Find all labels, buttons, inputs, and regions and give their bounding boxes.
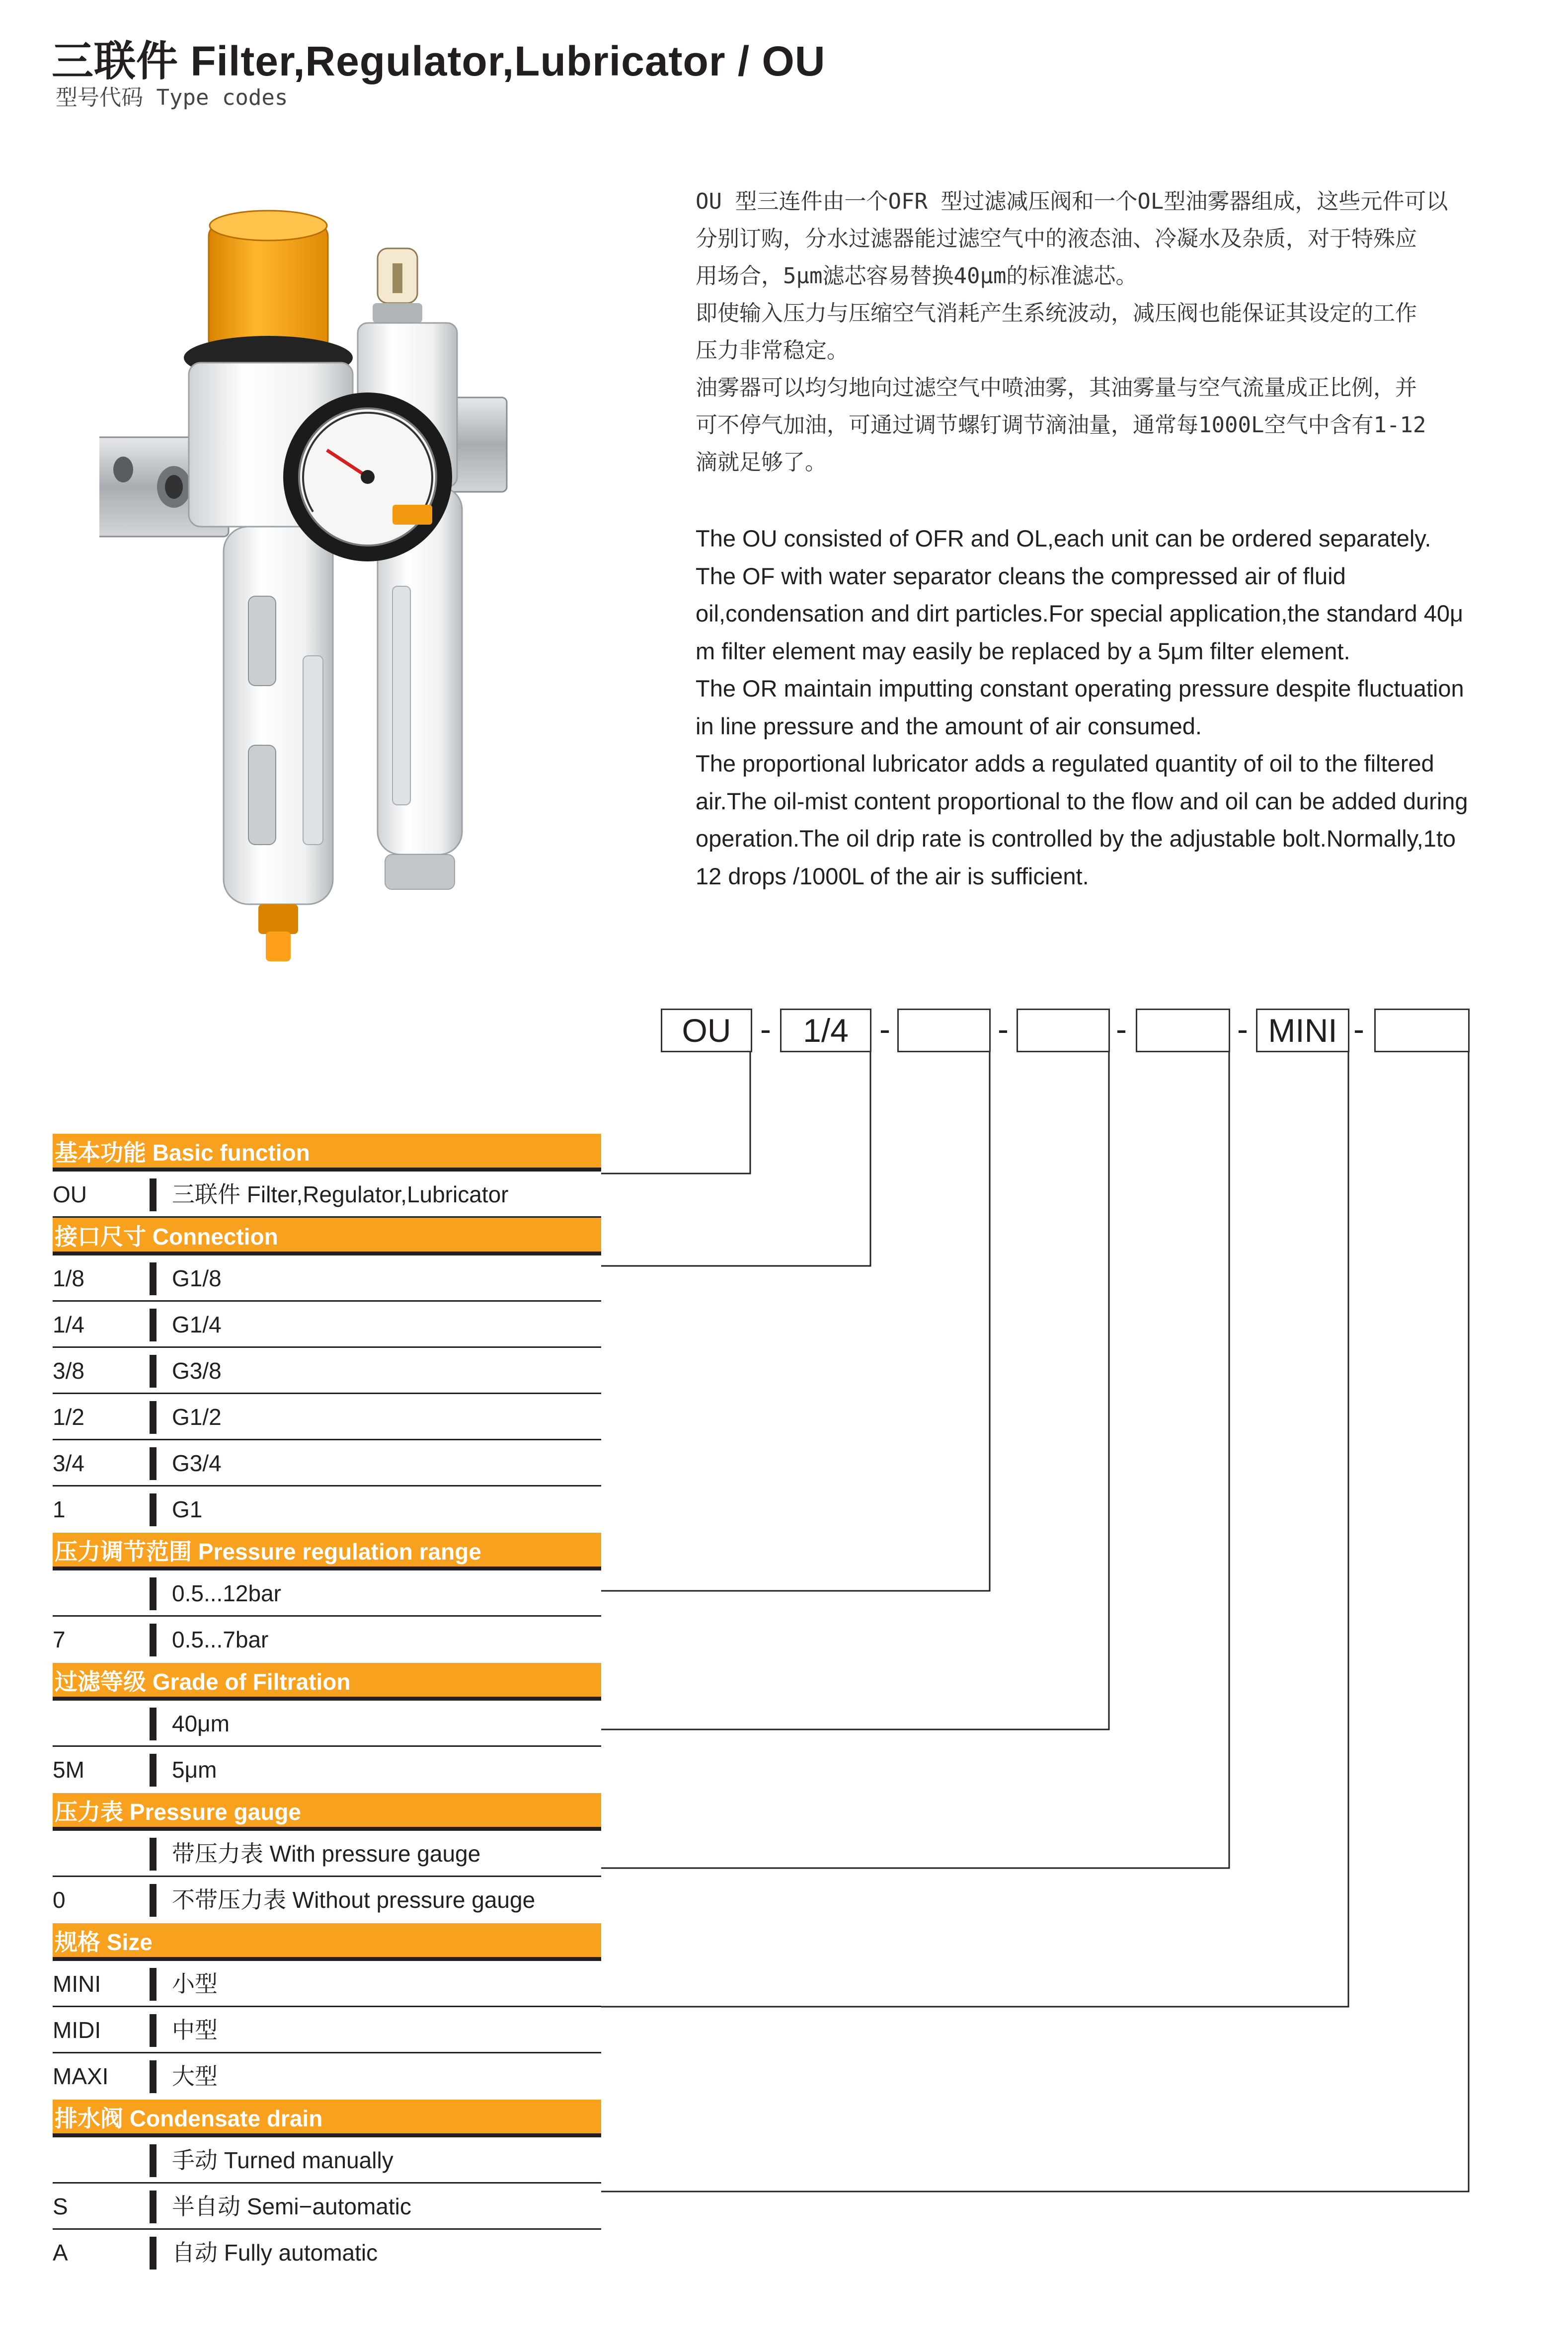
option-label: 带压力表 With pressure gauge (172, 1841, 481, 1867)
table-row (53, 1348, 601, 1394)
table-row (53, 2230, 601, 2276)
option-code: 3/8 (53, 1358, 84, 1384)
option-code: MINI (53, 1971, 101, 1997)
code-separator: - (1237, 1011, 1248, 1047)
table-row (53, 2053, 601, 2100)
table-row (53, 1877, 601, 1923)
code-box-connection: 1/4 (780, 1009, 871, 1052)
page-subtitle: 型号代码 Type codes (56, 85, 288, 110)
option-code: A (53, 2240, 68, 2266)
table-row (53, 1255, 601, 1302)
option-code: 0 (53, 1887, 66, 1913)
option-code: 1/4 (53, 1312, 84, 1337)
connector-basic (601, 1051, 750, 1174)
description-en-line: The proportional lubricator adds a regulated quantity of oil to the filtered (696, 750, 1434, 777)
connector-connection (601, 1051, 870, 1266)
description-cn-line: 可不停气加油，可通过调节螺钉调节滴油量，通常每1000L空气中含有1-12 (696, 412, 1426, 438)
section-header-size: 规格 Size (53, 1923, 601, 1961)
row-divider-bar (150, 2191, 157, 2223)
table-row (53, 1747, 601, 1793)
row-divider-bar (150, 1178, 157, 1211)
section-header-condensate-drain: 排水阀 Condensate drain (53, 2100, 601, 2137)
description-en-line: The OU consisted of OFR and OL,each unit can be ordered separately. (696, 525, 1431, 551)
table-row (53, 1617, 601, 1663)
connector-drain (601, 1051, 1469, 2192)
table-row (53, 1570, 601, 1617)
description-cn-line: OU 型三连件由一个OFR 型过滤减压阀和一个OL型油雾器组成，这些元件可以 (696, 189, 1448, 214)
table-row (53, 1394, 601, 1440)
section-header-pressure-range: 压力调节范围 Pressure regulation range (53, 1533, 601, 1570)
connector-pressure-range (601, 1051, 990, 1591)
code-box-filtration (1017, 1009, 1110, 1052)
option-code: 3/4 (53, 1450, 84, 1476)
row-divider-bar (150, 1262, 157, 1295)
description-cn-line: 即使输入压力与压缩空气消耗产生系统波动，减压阀也能保证其设定的工作 (696, 301, 1417, 326)
description-cn-line: 油雾器可以均匀地向过滤空气中喷油雾，其油雾量与空气流量成正比例，并 (696, 375, 1417, 400)
row-divider-bar (150, 2237, 157, 2270)
option-label: 0.5...12bar (172, 1580, 281, 1606)
connector-size (601, 1051, 1348, 2007)
option-label: G3/8 (172, 1358, 222, 1384)
option-code: 7 (53, 1627, 66, 1652)
section-header-basic-function: 基本功能 Basic function (53, 1134, 601, 1172)
option-code: S (53, 2193, 68, 2219)
option-label: 40μm (172, 1711, 230, 1736)
option-label: G1/8 (172, 1265, 222, 1291)
row-divider-bar (150, 2144, 157, 2177)
table-row (53, 2184, 601, 2230)
code-box-drain (1374, 1009, 1470, 1052)
option-code: 1 (53, 1496, 66, 1522)
table-row (53, 1831, 601, 1877)
row-divider-bar (150, 2060, 157, 2093)
description-en-line: operation.The oil drip rate is controlled by the adjustable bolt.Normally,1to (696, 825, 1456, 852)
table-row (53, 2137, 601, 2184)
code-separator: - (760, 1011, 771, 1047)
option-code: 1/8 (53, 1265, 84, 1291)
code-separator: - (1116, 1011, 1127, 1047)
description-en-line: oil,condensation and dirt particles.For special application,the standard 40μ (696, 600, 1464, 626)
row-divider-bar (150, 1401, 157, 1434)
row-divider-bar (150, 1884, 157, 1917)
row-divider-bar (150, 2014, 157, 2047)
table-row (53, 1440, 601, 1487)
description-cn-line: 分别订购，分水过滤器能过滤空气中的液态油、冷凝水及杂质，对于特殊应 (696, 226, 1417, 251)
row-divider-bar (150, 1493, 157, 1526)
row-divider-bar (150, 1754, 157, 1787)
description-cn-line: 滴就足够了。 (696, 450, 827, 475)
description-en-line: air.The oil-mist content proportional to the flow and oil can be added during (696, 787, 1468, 814)
table-row (53, 1302, 601, 1348)
code-box-pressure-range (897, 1009, 991, 1052)
option-label: 自动 Fully automatic (172, 2240, 378, 2266)
option-label: G1 (172, 1496, 203, 1522)
connector-filtration (601, 1051, 1109, 1729)
row-divider-bar (150, 1624, 157, 1656)
row-divider-bar (150, 1447, 157, 1480)
section-header-pressure-gauge: 压力表 Pressure gauge (53, 1793, 601, 1831)
table-row (53, 1961, 601, 2007)
code-box-function: OU (661, 1009, 752, 1052)
code-separator: - (879, 1011, 890, 1047)
description-en-line: m filter element may easily be replaced by a 5μm filter element. (696, 637, 1350, 664)
description-cn-line: 用场合，5μm滤芯容易替换40μm的标准滤芯。 (696, 263, 1138, 289)
table-row (53, 2007, 601, 2053)
option-code: MIDI (53, 2017, 101, 2043)
page-title: 三联件 Filter,Regulator,Lubricator / OU (52, 38, 826, 84)
option-label: 5μm (172, 1757, 217, 1783)
code-separator: - (998, 1011, 1009, 1047)
row-divider-bar (150, 1355, 157, 1388)
description-en-line: The OR maintain imputting constant operating pressure despite fluctuation (696, 675, 1464, 702)
code-box-size: MINI (1256, 1009, 1349, 1052)
code-box-gauge (1136, 1009, 1230, 1052)
row-divider-bar (150, 1708, 157, 1740)
description-en-line: 12 drops /1000L of the air is sufficient. (696, 862, 1089, 889)
description-en-line: The OF with water separator cleans the compressed air of fluid (696, 562, 1346, 589)
option-label: 手动 Turned manually (172, 2147, 393, 2173)
option-code: 1/2 (53, 1404, 84, 1430)
row-divider-bar (150, 1968, 157, 2001)
code-separator: - (1353, 1011, 1364, 1047)
option-label: G1/4 (172, 1312, 222, 1337)
option-code: OU (53, 1181, 87, 1207)
option-label: G3/4 (172, 1450, 222, 1476)
section-header-filtration: 过滤等级 Grade of Filtration (53, 1663, 601, 1701)
option-code: MAXI (53, 2063, 109, 2089)
option-label: 小型 (172, 1971, 218, 1997)
option-label: 中型 (172, 2017, 218, 2043)
type-code-table (53, 1134, 601, 2276)
option-label: 大型 (172, 2063, 218, 2089)
section-header-connection: 接口尺寸 Connection (53, 1218, 601, 1255)
row-divider-bar (150, 1577, 157, 1610)
table-row (53, 1701, 601, 1747)
table-row (53, 1172, 601, 1218)
description-en-line: in line pressure and the amount of air consumed. (696, 712, 1202, 739)
row-divider-bar (150, 1838, 157, 1871)
option-label: 0.5...7bar (172, 1627, 269, 1652)
option-label: 半自动 Semi−automatic (172, 2193, 411, 2219)
option-label: G1/2 (172, 1404, 222, 1430)
table-row (53, 1487, 601, 1533)
option-label: 不带压力表 Without pressure gauge (172, 1887, 536, 1913)
description-cn-line: 压力非常稳定。 (696, 338, 849, 363)
row-divider-bar (150, 1309, 157, 1341)
option-code: 5M (53, 1757, 84, 1783)
option-label: 三联件 Filter,Regulator,Lubricator (172, 1181, 509, 1207)
